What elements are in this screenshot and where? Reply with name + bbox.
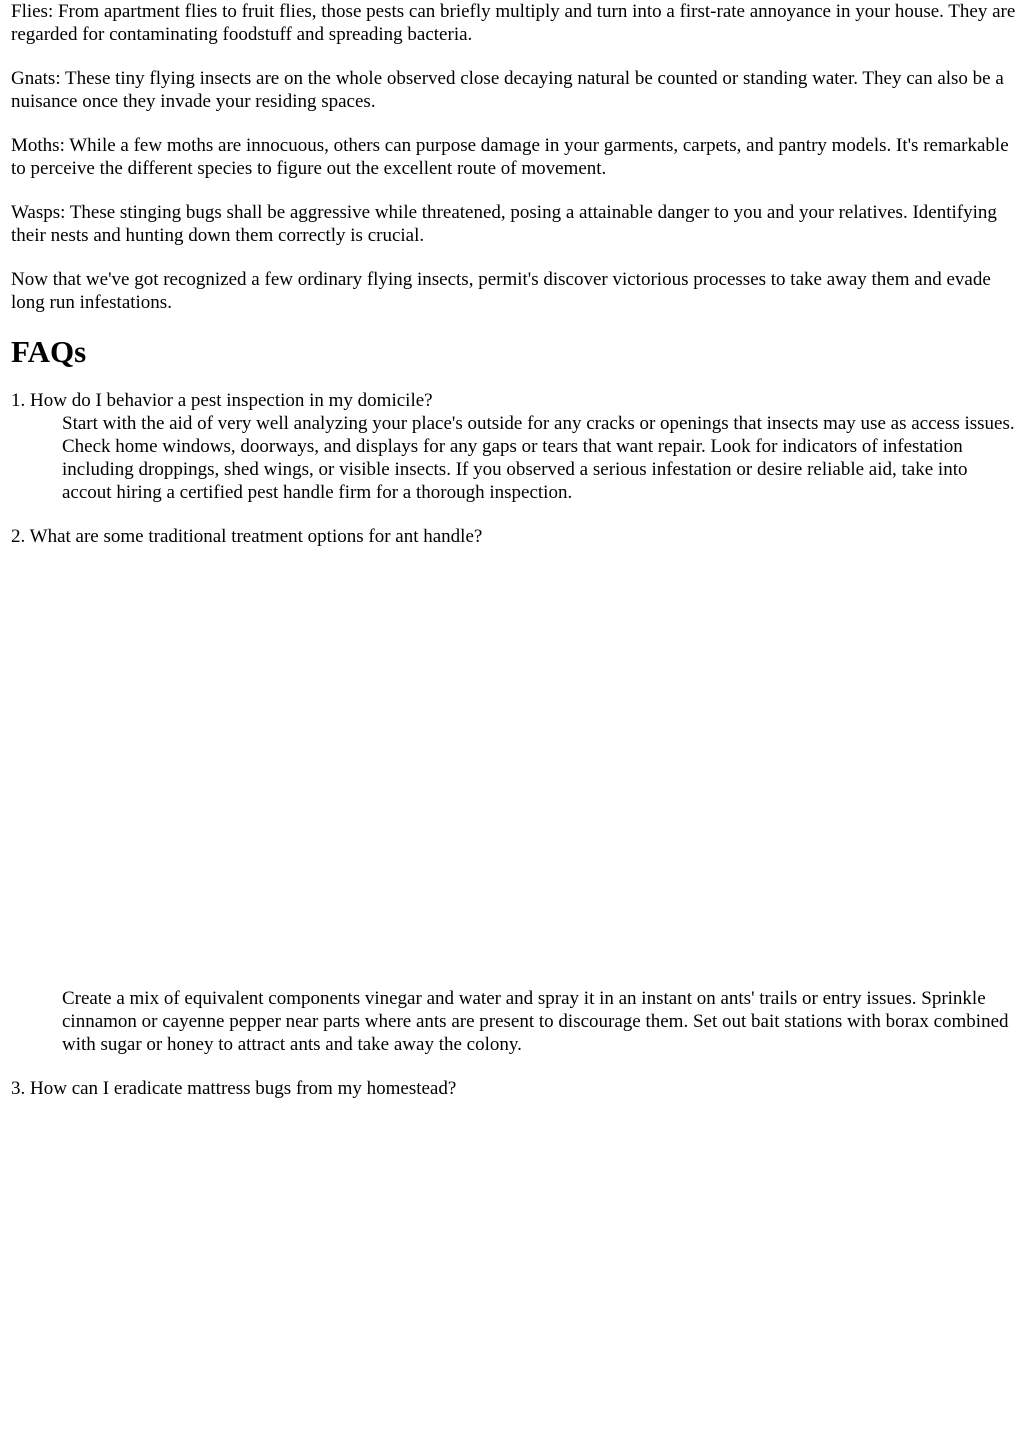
- paragraph-summary: Now that we've got recognized a few ordinary flying insects, permit's discover victorious processes to take away them and evade long run infestations.: [11, 269, 991, 313]
- paragraph-moths: Moths: While a few moths are innocuous, others can purpose damage in your garments, carpets, and pantry models. It's remarkable to perceive the different species to figure out the excellent route of movement.: [11, 135, 1009, 179]
- paragraph-wasps: Wasps: These stinging bugs shall be aggressive while threatened, posing a attainable danger to you and your relatives. Identifying their nests and hunting down them correctly is crucial.: [11, 202, 997, 246]
- paragraph-gnats: Gnats: These tiny flying insects are on the whole observed close decaying natural be counted or standing water. They can also be a nuisance once they invade your residing spaces.: [11, 68, 1004, 112]
- media-placeholder: [11, 1100, 1019, 1400]
- faq-heading: FAQs: [11, 334, 87, 369]
- article-body: [11, 0, 1019, 1400]
- faq-question-2: 2. What are some traditional treatment options for ant handle?: [11, 526, 483, 547]
- media-placeholder: [11, 548, 1019, 987]
- faq-question-3: 3. How can I eradicate mattress bugs from my homestead?: [11, 1078, 457, 1099]
- paragraph-flies: Flies: From apartment flies to fruit flies, those pests can briefly multiply and turn into a first-rate annoyance in your house. They are regarded for contaminating foodstuff and spreading bacteria.: [11, 1, 1016, 45]
- faq-question-1: 1. How do I behavior a pest inspection in my domicile?: [11, 390, 433, 411]
- faq-answer-2: Create a mix of equivalent components vinegar and water and spray it in an instant on ants' trails or entry issues. Sprinkle cinnamon or cayenne pepper near parts where ants are present to discourage them. Set out bait stations with borax combined with sugar or honey to attract ants and take away the colony.: [62, 988, 1009, 1055]
- faq-answer-1: Start with the aid of very well analyzing your place's outside for any cracks or openings that insects may use as access issues. Check home windows, doorways, and displays for any gaps or tears that want repair. Look for indicators of infestation including droppings, shed wings, or visible insects. If you observed a serious infestation or desire reliable aid, take into accout hiring a certified pest handle firm for a thorough inspection.: [62, 413, 1015, 503]
